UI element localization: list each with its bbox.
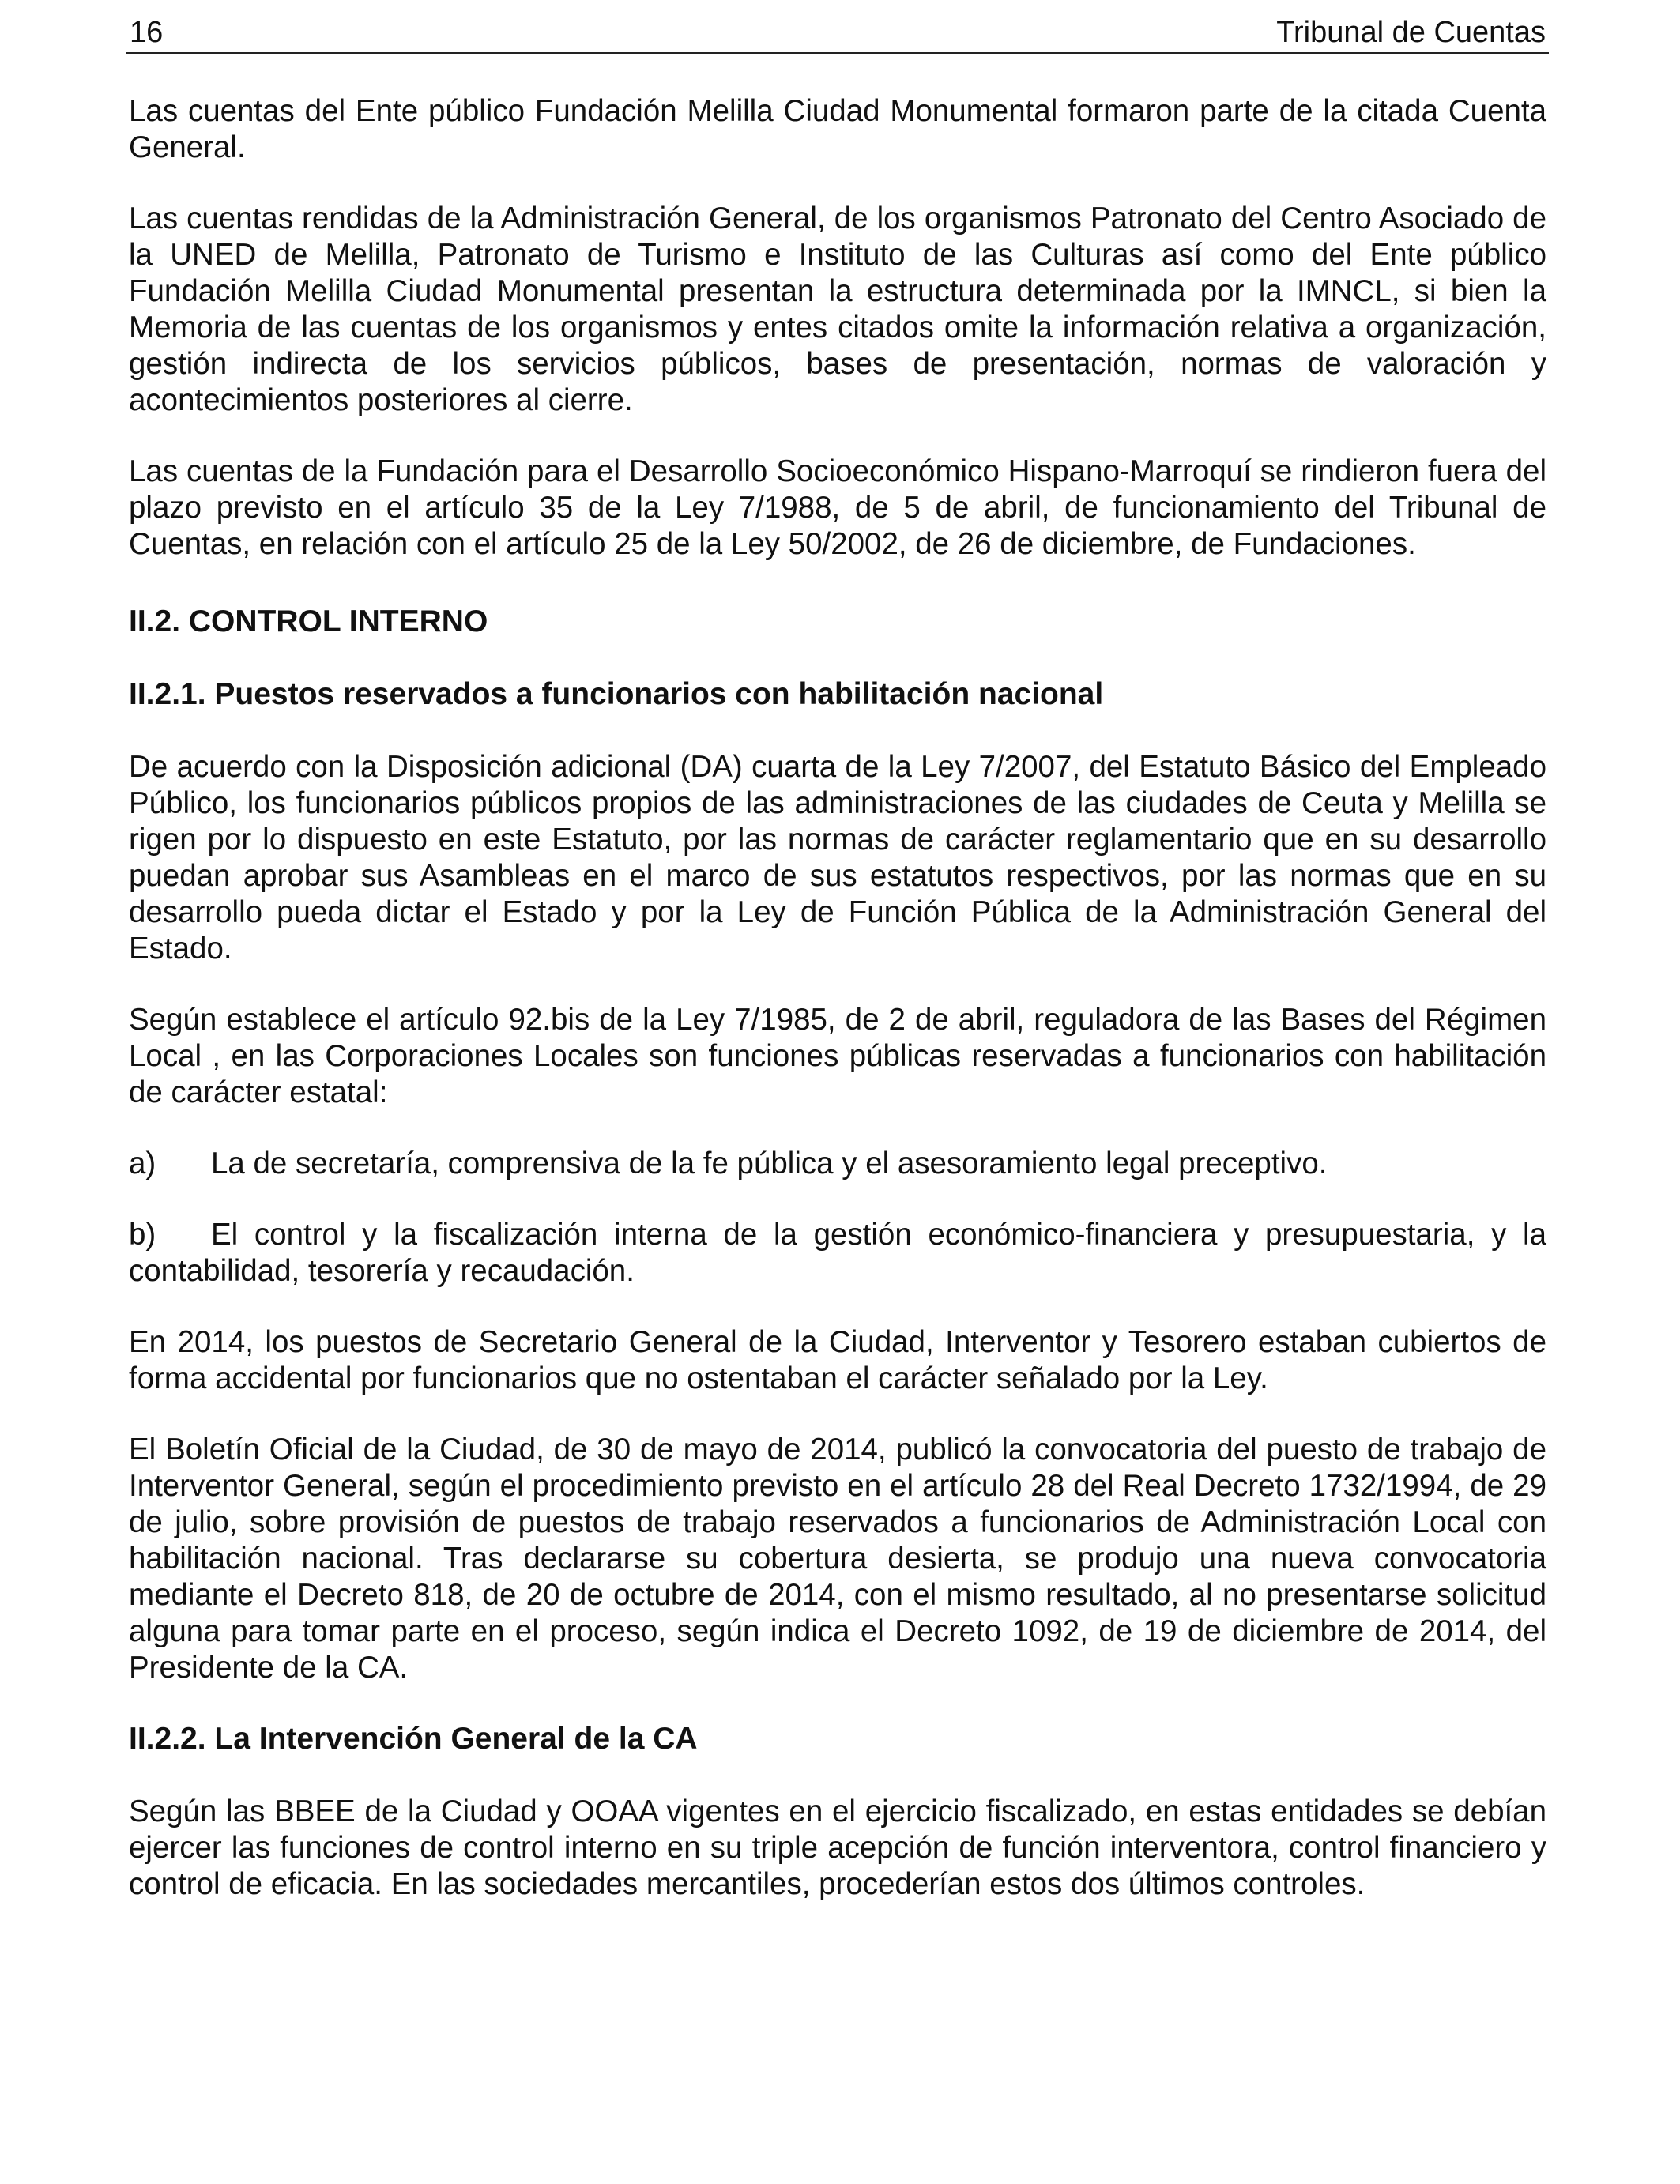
document-body: [129, 93, 1546, 1903]
list-text-b: El control y la fiscalización interna de la gestión económico-financiera y presupuestaria, y la contabilidad, tesorería y recaudación.: [129, 1218, 1546, 1288]
list-marker-a: a): [129, 1147, 156, 1180]
paragraph-fundacion-hispano-marroqui: Las cuentas de la Fundación para el Desarrollo Socioeconómico Hispano-Marroquí se rindieron fuera del plazo previsto en el artículo 35 de la Ley 7/1988, de 5 de abril, de funcionamiento del Tribunal de Cuentas, en relación con el artículo 25 de la Ley 50/2002, de 26 de diciembre, de Fundaciones.: [129, 454, 1546, 561]
section-heading-control-interno: II.2. CONTROL INTERNO: [129, 604, 488, 638]
list-text-a: La de secretaría, comprensiva de la fe pública y el asesoramiento legal preceptivo.: [211, 1147, 1328, 1180]
paragraph-articulo-92bis: Según establece el artículo 92.bis de la Ley 7/1985, de 2 de abril, reguladora de las Bases del Régimen Local , en las Corporaciones Locales son funciones públicas reservadas a funcionarios con habilitación de carácter estatal:: [129, 1003, 1546, 1109]
paragraph-boletin-oficial: El Boletín Oficial de la Ciudad, de 30 de mayo de 2014, publicó la convocatoria del puesto de trabajo de Interventor General, según el procedimiento previsto en el artículo 28 del Real Decreto 1732/1994, de 29 de julio, sobre provisión de puestos de trabajo reservados a funcionarios de Administración Local con habilitación nacional. Tras declararse su cobertura desierta, se produjo una nueva convocatoria mediante el Decreto 818, de 20 de octubre de 2014, con el mismo resultado, al no presentarse solicitud alguna para tomar parte en el proceso, según indica el Decreto 1092, de 19 de diciembre de 2014, del Presidente de la CA.: [129, 1433, 1546, 1685]
paragraph-fundacion-melilla: Las cuentas del Ente público Fundación Melilla Ciudad Monumental formaron parte de la citada Cuenta General.: [129, 94, 1546, 164]
subsection-heading-intervencion-general: II.2.2. La Intervención General de la CA: [129, 1722, 698, 1756]
subsection-heading-puestos-reservados: II.2.1. Puestos reservados a funcionarios con habilitación nacional: [129, 677, 1104, 711]
paragraph-disposicion-adicional: De acuerdo con la Disposición adicional (DA) cuarta de la Ley 7/2007, del Estatuto Básico del Empleado Público, los funcionarios públicos propios de las administraciones de las ciudades de Ceuta y Melilla se rigen por lo dispuesto en este Estatuto, por las normas de carácter reglamentario que en su desarrollo puedan aprobar sus Asambleas en el marco de sus estatutos respectivos, por las normas que en su desarrollo pueda dictar el Estado y por la Ley de Función Pública de la Administración General del Estado.: [129, 750, 1546, 966]
running-head: Tribunal de Cuentas: [1276, 16, 1546, 49]
page-header: [126, 14, 1549, 54]
list-item-b: [129, 1217, 1546, 1290]
list-item-a: [129, 1146, 1546, 1182]
list-marker-b: b): [129, 1218, 156, 1252]
page-number: 16: [130, 16, 164, 49]
paragraph-bbee-control-interno: Según las BBEE de la Ciudad y OOAA vigentes en el ejercicio fiscalizado, en estas entidades se debían ejercer las funciones de control interno en su triple acepción de función interventora, control financiero y control de eficacia. En las sociedades mercantiles, procederían estos dos últimos controles.: [129, 1794, 1546, 1901]
paragraph-cuentas-rendidas: Las cuentas rendidas de la Administración General, de los organismos Patronato del Centro Asociado de la UNED de Melilla, Patronato de Turismo e Instituto de las Culturas así como del Ente público Fundación Melilla Ciudad Monumental presentan la estructura determinada por la IMNCL, si bien la Memoria de las cuentas de los organismos y entes citados omite la información relativa a organización, gestión indirecta de los servicios públicos, bases de presentación, normas de valoración y acontecimientos posteriores al cierre.: [129, 201, 1546, 417]
paragraph-puestos-2014: En 2014, los puestos de Secretario General de la Ciudad, Interventor y Tesorero estaban cubiertos de forma accidental por funcionarios que no ostentaban el carácter señalado por la Ley.: [129, 1325, 1546, 1395]
